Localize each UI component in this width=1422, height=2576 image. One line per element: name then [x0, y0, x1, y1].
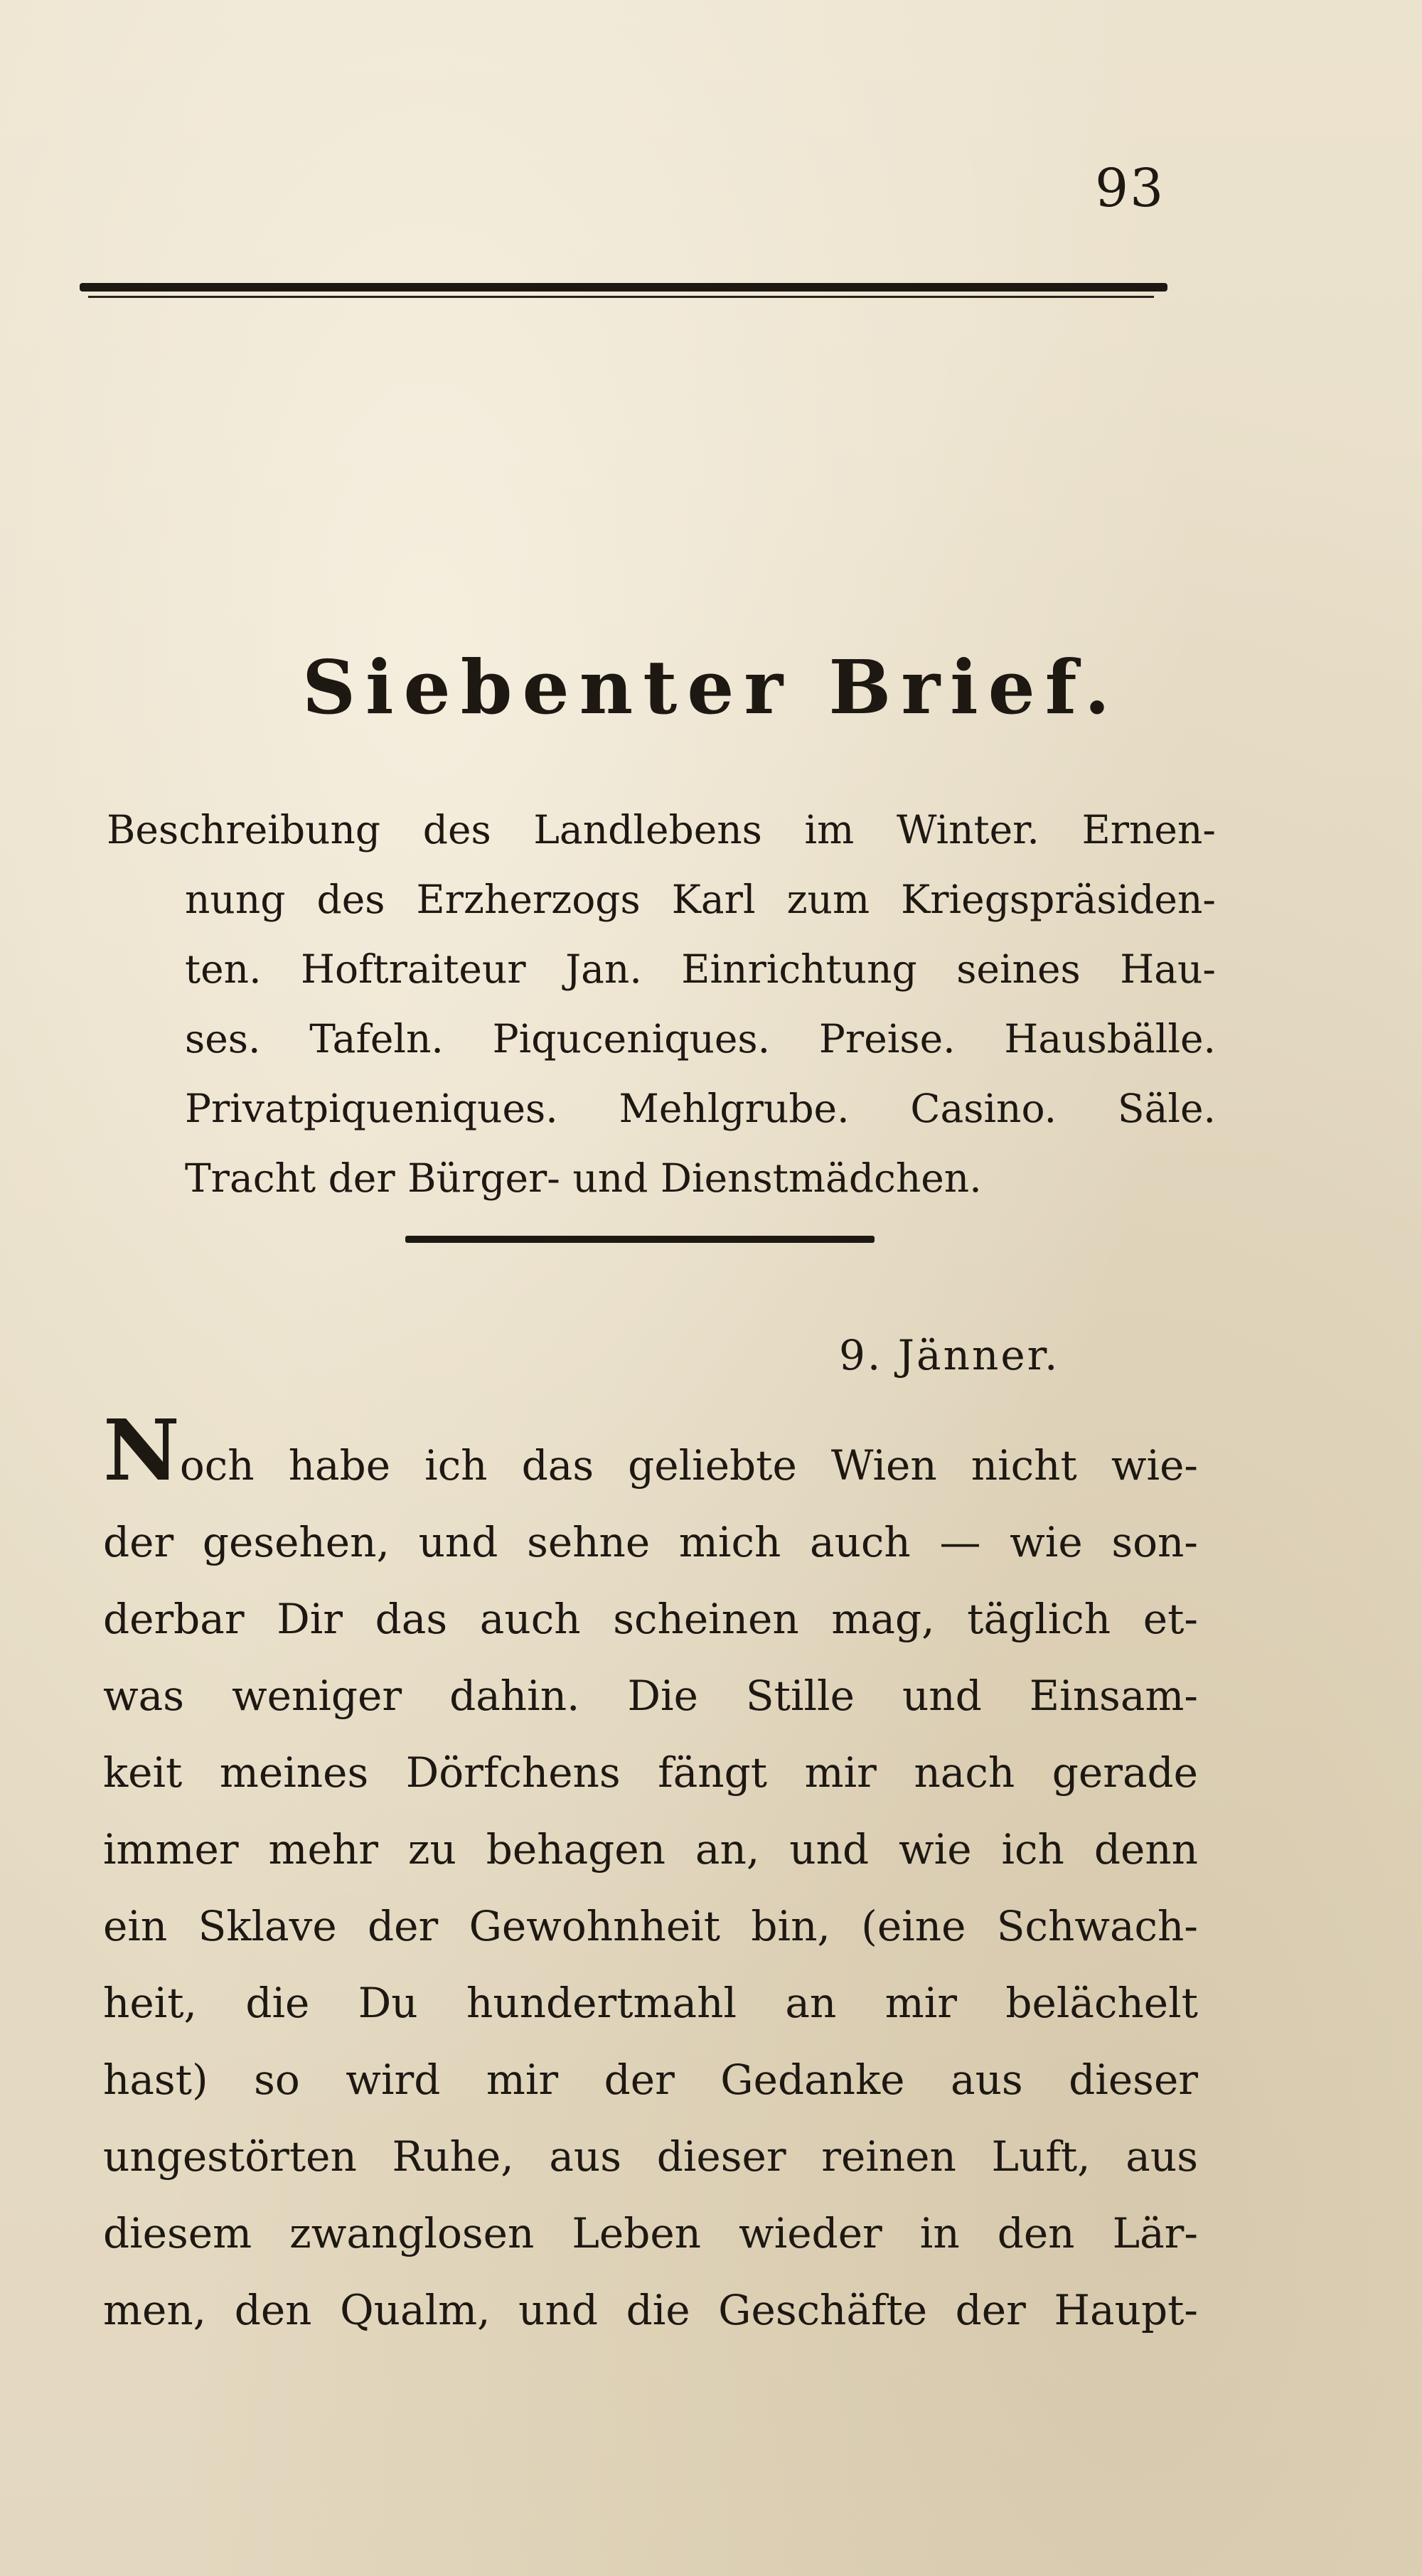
body-line: immer mehr zu behagen an, und wie ich denn [103, 1825, 1198, 1874]
body-line: der gesehen, und sehne mich auch — wie son- [103, 1518, 1198, 1566]
body-line: was weniger dahin. Die Stille und Einsam- [103, 1672, 1198, 1720]
body-line [103, 1401, 1198, 1504]
summary-line: Beschreibung des Landlebens im Winter. Ernen- [107, 807, 1216, 853]
letter-date: 9. Jänner. [839, 1331, 1060, 1379]
header-rule-thick [80, 283, 1167, 292]
body-line: men, den Qualm, und die Geschäfte der Haupt- [103, 2286, 1198, 2334]
drop-cap: N [103, 1401, 180, 1500]
summary-line: nung des Erzherzogs Karl zum Kriegspräsiden- [185, 877, 1216, 922]
summary-line: Tracht der Bürger- und Dienstmädchen. [185, 1155, 982, 1201]
letter-body [103, 1401, 1198, 2348]
page-number: 93 [1095, 158, 1165, 219]
summary-line: ten. Hoftraiteur Jan. Einrichtung seines Hau- [185, 946, 1216, 992]
summary-line: ses. Tafeln. Piquceniques. Preise. Hausbälle. [185, 1016, 1216, 1062]
section-divider [405, 1236, 875, 1243]
header-rule [80, 279, 1167, 300]
chapter-title: Siebenter Brief. [301, 643, 1121, 731]
summary-line: Privatpiqueniques. Mehlgrube. Casino. Säle. [185, 1086, 1216, 1131]
body-line: ein Sklave der Gewohnheit bin, (eine Schwach- [103, 1902, 1198, 1950]
body-line: heit, die Du hundertmahl an mir belächelt [103, 1979, 1198, 2027]
chapter-summary [107, 795, 1216, 1213]
body-line: hast) so wird mir der Gedanke aus dieser [103, 2056, 1198, 2104]
body-line: ungestörten Ruhe, aus dieser reinen Luft, aus [103, 2132, 1198, 2181]
body-line-text: och habe ich das geliebte Wien nicht wie- [179, 1441, 1198, 1490]
header-rule-thin [88, 296, 1154, 298]
body-line: derbar Dir das auch scheinen mag, täglich et- [103, 1595, 1198, 1643]
body-line: keit meines Dörfchens fängt mir nach gerade [103, 1748, 1198, 1797]
body-line: diesem zwanglosen Leben wieder in den Lär- [103, 2209, 1198, 2257]
